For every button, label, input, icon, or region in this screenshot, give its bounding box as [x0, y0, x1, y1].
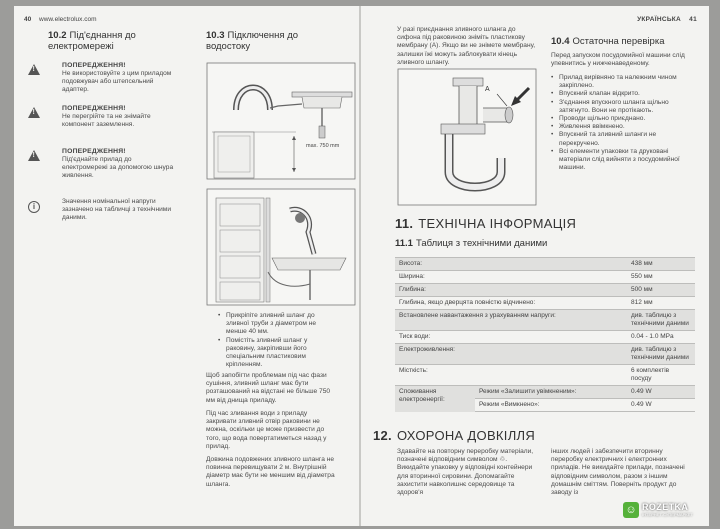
list-item: • Прикріпіте зливний шланг до зливної труби з діаметром не менше 40 мм.: [218, 312, 336, 337]
paragraph: Під час зливання води з приладу закривати зливний отвір раковини не можна, оскільки це може призвести до того, що вода повертатиметься назад у прилад.: [206, 410, 327, 450]
list-item: • Проводи щільно приєднано.: [551, 115, 691, 123]
watermark-brand: ROZETKA: [642, 502, 689, 512]
table-row: Електроживлення: див. таблицю з технічними даними: [395, 344, 695, 365]
table-row: Споживання електроенергії: Режим «Залишити увімкненим»: 0.49 W: [395, 386, 695, 399]
paragraph: Перед запуском посудомийної машини слід упевнитись у нижченаведеному.: [551, 52, 685, 68]
paragraph: Довжина подовжених зливного шланга не повинна перевищувати 2 м. Внутрішній діаметр має бути не меншим від діаметра шланга.: [206, 456, 335, 488]
sink-drain-illustration: [206, 62, 356, 180]
figure-label-a: A: [485, 86, 490, 93]
cabinet-drain-illustration: [206, 188, 356, 306]
warning-icon: [28, 64, 40, 75]
list-item: • Всі елементи упаковки та друковані матеріали слід вийняти з посудомийної машини.: [551, 148, 691, 173]
warning-block: ПОПЕРЕДЖЕННЯ! Під'єднайте прилад до електромережі за допомогою шнура живлення.: [62, 148, 174, 180]
info-text: Значення номінальної напруги зазначено на табличці з технічними даними.: [62, 198, 172, 222]
info-icon: i: [28, 201, 40, 213]
rozetka-logo-icon: ☺: [623, 502, 639, 518]
table-row: Ширина: 550 мм: [395, 271, 695, 284]
table-row: Глибина: 500 мм: [395, 284, 695, 297]
left-page: [14, 6, 359, 526]
table-row: Глибина, якщо дверцята повністю відчинено: 812 мм: [395, 297, 695, 310]
site-url: www.electrolux.com: [39, 16, 97, 23]
section-title-12: 12. ОХОРОНА ДОВКІЛЛЯ: [373, 428, 536, 443]
paragraph: інших людей і забезпечити вторинну переробку електричних і електронних приладів. Не викидайте прилади, позначені відповідним символом, разом з іншим домашнім сміттям. Поверніть продукт до заводу із: [551, 448, 685, 497]
section-title-10-2: 10.2 Під'єднання до електромережі: [48, 30, 136, 52]
list-item: • Прилад вирівняно та належним чином закріплено.: [551, 74, 691, 90]
max-height-label: max. 750 mm: [306, 143, 340, 149]
list-item: • Живлення ввімкнено.: [551, 123, 691, 131]
page-header-left: [24, 16, 96, 23]
page-header-right: [637, 16, 697, 23]
siphon-illustration: [397, 68, 537, 206]
tech-data-table: [395, 257, 695, 412]
warning-icon: [28, 107, 40, 118]
section-title-10-3: 10.3 Підключення до водостоку: [206, 30, 299, 52]
table-row: Режим «Вимкнено»: 0.49 W: [395, 399, 695, 412]
check-bullets: [551, 74, 691, 172]
table-row: Тиск води: 0.04 - 1.0 MPa: [395, 331, 695, 344]
page-number: 40: [24, 16, 32, 23]
list-item: • З'єднання впускного шланга щільно затягнуто. Вони не протікають.: [551, 99, 691, 115]
table-row: Встановлене навантаження з урахуванням напруги: див. таблицю з технічними даними: [395, 310, 695, 331]
drain-bullets: [218, 312, 336, 369]
paragraph: Здавайте на повторну переробку матеріали, позначені відповідним символом ♲. Викидайте упаковку у відповідні контейнери для вторинної сировини. Допомагайте захистити навколишнє середовище та здоров'я: [397, 448, 534, 497]
section-title-11: 11. ТЕХНІЧНА ІНФОРМАЦІЯ: [395, 216, 577, 231]
right-page: [361, 6, 709, 526]
watermark-subtitle: ІНТЕРНЕТ-СУПЕРМАРКЕТ: [642, 512, 693, 517]
table-row: Місткість: 6 комплектів посуду: [395, 365, 695, 386]
language-label: УКРАЇНСЬКА: [637, 16, 682, 23]
rozetka-watermark: [623, 502, 695, 518]
list-item: • Впускний та зливний шланги не перекручено.: [551, 131, 691, 147]
section-title-10-4: 10.4 Остаточна перевірка: [551, 36, 665, 47]
paragraph: Щоб запобігти проблемам під час фази сушіння, зливний шланг має бути розташований на відстані не більше 750 мм від днища приладу.: [206, 372, 331, 404]
table-row: Висота: 438 мм: [395, 258, 695, 271]
subsection-title-11-1: 11.1 Таблиця з технічними даними: [395, 238, 548, 249]
list-item: • Впускний клапан відкрито.: [551, 90, 691, 98]
warning-block: ПОПЕРЕДЖЕННЯ! Не перегрійте та не знімайте компонент заземлення.: [62, 105, 151, 129]
page-number: 41: [689, 16, 697, 23]
list-item: • Помістіть зливний шланг у раковину, закріпивши його спеціальним пластиковим кріпленням.: [218, 337, 336, 370]
warning-icon: [28, 150, 40, 161]
warning-block: ПОПЕРЕДЖЕННЯ! Не використовуйте з цим приладом подовжувач або штепсельний адаптер.: [62, 62, 172, 94]
siphon-text: У разі приєднання зливного шланга до сифона під раковиною зніміть пластикову мембрану (A). Якщо ви не знімете мембрану, залишки їжі можуть заблокувати кінець зливного шлангу.: [397, 26, 536, 66]
